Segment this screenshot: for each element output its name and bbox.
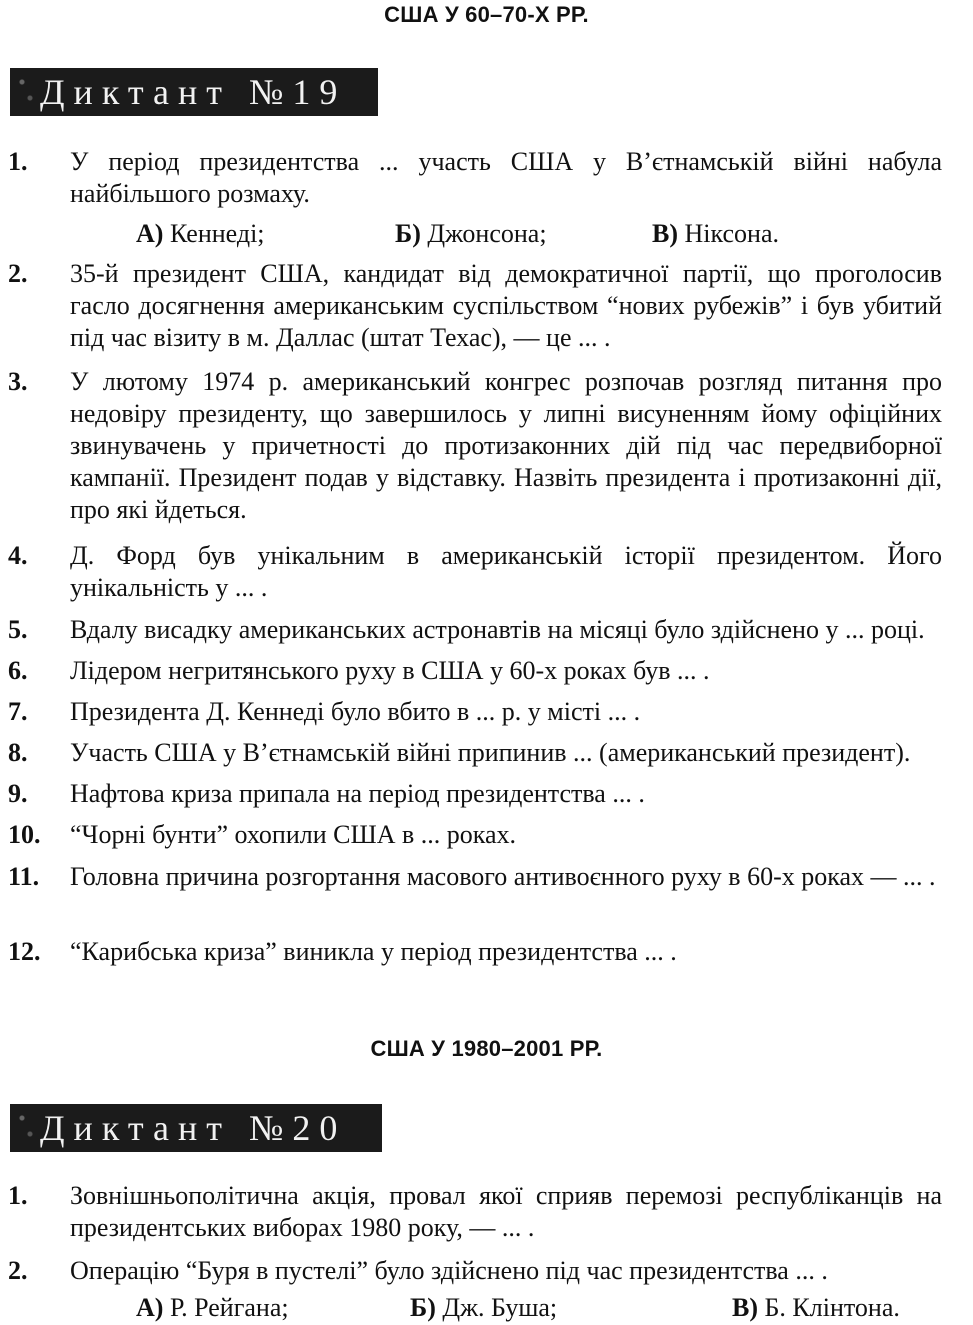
option-letter: В) <box>652 219 678 248</box>
option-letter: А) <box>136 219 164 248</box>
question-number: 4. <box>8 541 28 570</box>
question-text: Вдалу висадку американських астронавтів на місяці було здійснено у ... році. <box>70 615 925 644</box>
option-text: Б. Клінтона. <box>764 1293 900 1322</box>
option-letter: В) <box>732 1293 758 1322</box>
question-number: 7. <box>8 697 28 726</box>
question-number: 3. <box>8 367 28 396</box>
option-letter: А) <box>136 1293 164 1322</box>
option-a <box>136 1292 289 1324</box>
question-number: 1. <box>8 147 28 176</box>
option-c <box>732 1292 900 1324</box>
question-text: Лідером негритянського руху в США у 60-х роках був ... . <box>70 656 710 685</box>
question-number: 1. <box>8 1181 28 1210</box>
question-text: Участь США у В’єтнамській війні припинив ... (американський президент). <box>70 738 911 767</box>
option-letter: Б) <box>410 1293 436 1322</box>
dictation-banner: Диктант №19 <box>10 68 378 116</box>
option-text: Р. Рейгана; <box>169 1293 289 1322</box>
question-number: 12. <box>8 937 41 966</box>
option-letter: Б) <box>395 219 421 248</box>
question-text: “Карибська криза” виникла у період президентства ... . <box>70 937 677 966</box>
question-text: Нафтова криза припала на період президентства ... . <box>70 779 645 808</box>
section-title: США У 1980–2001 РР. <box>370 1036 603 1061</box>
question-text: “Чорні бунти” охопили США в ... роках. <box>70 820 517 849</box>
option-b <box>410 1292 557 1324</box>
question-number: 2. <box>8 1256 28 1285</box>
question-text: 35-й президент США, кандидат від демократичної партії, що проголосив гасло досягнення американським суспільством “нових рубежів” і був убитий під час візиту в м. Даллас (штат Техас), — це ... . <box>70 259 942 352</box>
question-number: 6. <box>8 656 28 685</box>
section-title: США У 60–70-Х РР. <box>384 2 589 27</box>
question-number: 2. <box>8 259 28 288</box>
question-text: Операцію “Буря в пустелі” було здійснено під час президентства ... . <box>70 1256 828 1285</box>
question-text: У лютому 1974 р. американський конгрес розпочав розгляд питання про недовіру президенту, що завершилось у липні висуненням йому офіційних звинувачень у причетності до протизаконних дій під час передвиборної кампанії. Президент подав у відставку. Назвіть президента і протизаконні дії, про які йдеться. <box>70 367 942 524</box>
question-text: Д. Форд був унікальним в американській історії президентом. Його унікальність у ... . <box>70 541 942 602</box>
question-text: Президента Д. Кеннеді було вбито в ... р. у місті ... . <box>70 697 641 726</box>
option-b <box>395 218 547 250</box>
option-text: Кеннеді; <box>169 219 265 248</box>
question-number: 5. <box>8 615 28 644</box>
question-number: 9. <box>8 779 28 808</box>
question-number: 10. <box>8 820 41 849</box>
option-text: Джонсона; <box>427 219 547 248</box>
question-number: 8. <box>8 738 28 767</box>
question-text: У період президентства ... участь США у В’єтнамській війні набула найбільшого розмаху. <box>70 147 942 208</box>
question-text: Головна причина розгортання масового антивоєнного руху в 60-х роках — ... . <box>70 862 936 891</box>
option-a <box>136 218 265 250</box>
dictation-banner: Диктант №20 <box>10 1104 382 1152</box>
option-c <box>652 218 779 250</box>
option-text: Ніксона. <box>684 219 779 248</box>
option-text: Дж. Буша; <box>442 1293 558 1322</box>
question-number: 11. <box>8 862 40 891</box>
question-text: Зовнішньополітична акція, провал якої сприяв перемозі республіканців на президентських виборах 1980 року, — ... . <box>70 1181 942 1242</box>
